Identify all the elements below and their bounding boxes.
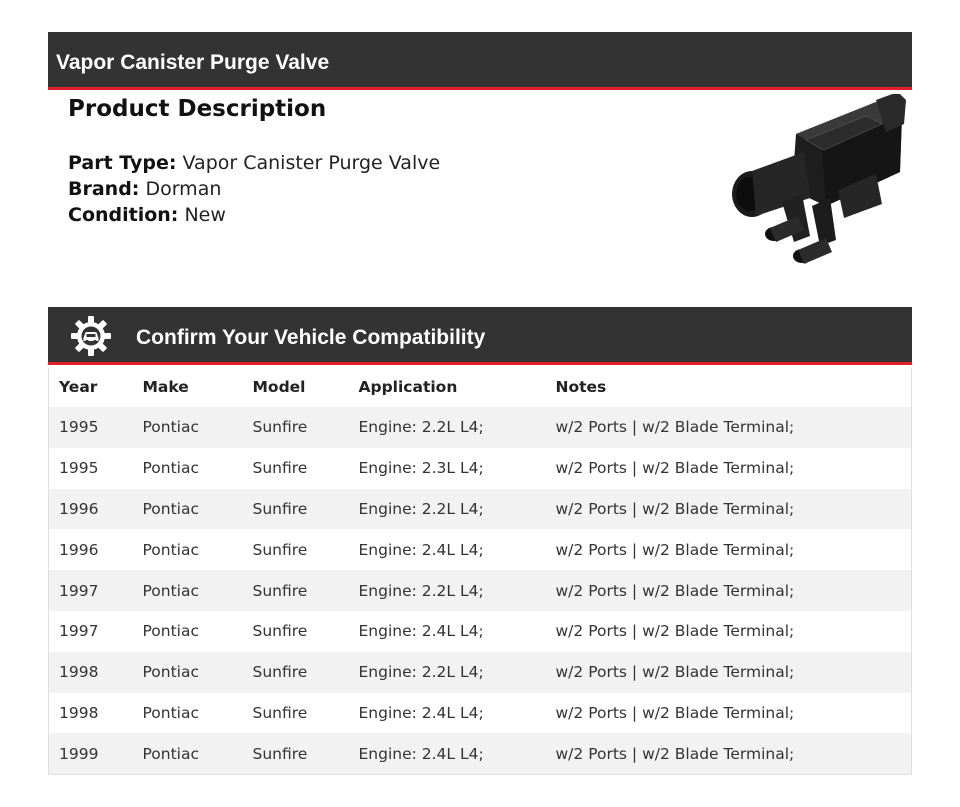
cell-notes: w/2 Ports | w/2 Blade Terminal; [546, 529, 912, 570]
cell-make: Pontiac [133, 611, 243, 652]
compatibility-table [48, 367, 912, 775]
cell-notes: w/2 Ports | w/2 Blade Terminal; [546, 693, 912, 734]
column-header-model: Model [243, 367, 349, 407]
cell-notes: w/2 Ports | w/2 Blade Terminal; [546, 611, 912, 652]
cell-notes: w/2 Ports | w/2 Blade Terminal; [546, 652, 912, 693]
cell-application: Engine: 2.2L L4; [349, 407, 546, 448]
cell-model: Sunfire [243, 407, 349, 448]
description-fields [68, 150, 440, 228]
field-value: Vapor Canister Purge Valve [182, 152, 441, 174]
cell-model: Sunfire [243, 733, 349, 774]
cell-year: 1996 [49, 489, 133, 530]
cell-notes: w/2 Ports | w/2 Blade Terminal; [546, 733, 912, 774]
field-value: New [184, 204, 226, 226]
cell-notes: w/2 Ports | w/2 Blade Terminal; [546, 489, 912, 530]
table-row [49, 489, 912, 530]
table-row [49, 529, 912, 570]
cell-model: Sunfire [243, 448, 349, 489]
cell-application: Engine: 2.4L L4; [349, 529, 546, 570]
cell-model: Sunfire [243, 570, 349, 611]
field-part-type [68, 150, 440, 176]
cell-year: 1997 [49, 570, 133, 611]
column-header-year: Year [49, 367, 133, 407]
cell-notes: w/2 Ports | w/2 Blade Terminal; [546, 407, 912, 448]
table-row [49, 448, 912, 489]
cell-notes: w/2 Ports | w/2 Blade Terminal; [546, 448, 912, 489]
cell-make: Pontiac [133, 733, 243, 774]
cell-year: 1999 [49, 733, 133, 774]
cell-year: 1995 [49, 448, 133, 489]
table-row [49, 611, 912, 652]
cell-year: 1995 [49, 407, 133, 448]
cell-make: Pontiac [133, 652, 243, 693]
compatibility-bar [48, 307, 912, 365]
cell-make: Pontiac [133, 570, 243, 611]
cell-year: 1998 [49, 693, 133, 734]
cell-make: Pontiac [133, 448, 243, 489]
cell-model: Sunfire [243, 489, 349, 530]
cell-application: Engine: 2.4L L4; [349, 611, 546, 652]
cell-application: Engine: 2.2L L4; [349, 570, 546, 611]
cell-application: Engine: 2.2L L4; [349, 652, 546, 693]
column-header-application: Application [349, 367, 546, 407]
product-title: Vapor Canister Purge Valve [56, 51, 330, 74]
compatibility-title: Confirm Your Vehicle Compatibility [136, 326, 486, 349]
cell-model: Sunfire [243, 529, 349, 570]
field-label: Part Type: [68, 152, 177, 174]
product-image [726, 94, 906, 266]
cell-year: 1997 [49, 611, 133, 652]
column-header-make: Make [133, 367, 243, 407]
table-row [49, 570, 912, 611]
product-title-bar [48, 32, 912, 90]
column-header-notes: Notes [546, 367, 912, 407]
field-label: Condition: [68, 204, 179, 226]
table-row [49, 407, 912, 448]
table-row [49, 693, 912, 734]
table-row [49, 652, 912, 693]
cell-make: Pontiac [133, 489, 243, 530]
cell-application: Engine: 2.2L L4; [349, 489, 546, 530]
description-heading: Product Description [68, 96, 327, 122]
field-value: Dorman [145, 178, 222, 200]
cell-make: Pontiac [133, 407, 243, 448]
field-label: Brand: [68, 178, 140, 200]
cell-model: Sunfire [243, 652, 349, 693]
table-header-row [49, 367, 912, 407]
cell-year: 1998 [49, 652, 133, 693]
cell-make: Pontiac [133, 693, 243, 734]
cell-make: Pontiac [133, 529, 243, 570]
table-row [49, 733, 912, 774]
cell-model: Sunfire [243, 693, 349, 734]
cell-application: Engine: 2.4L L4; [349, 693, 546, 734]
field-condition [68, 202, 440, 228]
gear-car-icon [70, 315, 112, 357]
cell-year: 1996 [49, 529, 133, 570]
cell-application: Engine: 2.3L L4; [349, 448, 546, 489]
cell-model: Sunfire [243, 611, 349, 652]
cell-application: Engine: 2.4L L4; [349, 733, 546, 774]
cell-notes: w/2 Ports | w/2 Blade Terminal; [546, 570, 912, 611]
field-brand [68, 176, 440, 202]
